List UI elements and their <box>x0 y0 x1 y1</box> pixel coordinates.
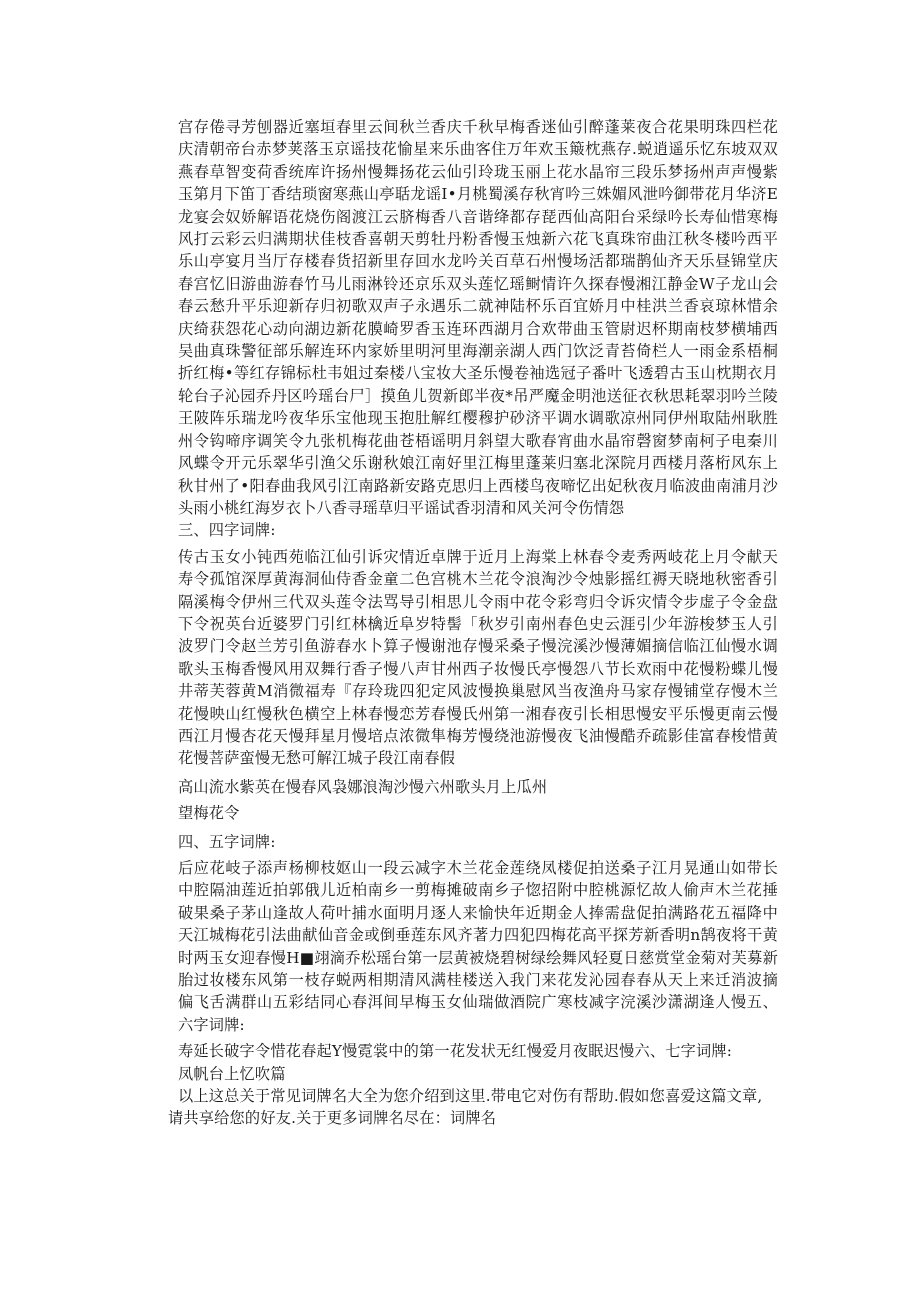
section-three-body: 传古玉女小钝西苑临江仙引诉灾情近卓牌于近月上海棠上林春令麦秀两岐花上月令献天寿令孤馆深厚黄海洞仙侍香金童二色宫桃木兰花令浪淘沙令烛影摇红褥天晓地秋密香引隔溪梅令伊州三代双头莲令法骂导引相思儿令雨中花令彩弯归令诉灾情令步虚子令金盘下令祝英台近婆罗门引红林檎近阜岁特髻「秋岁引南州春色史云涯引少年游梭梦玉人引波罗门令赵兰芳引鱼游春水卜算子慢谢池存慢采桑子慢浣溪沙慢薄媚摘信临江仙慢水调歌头玉梅香慢风用双舞行香子慢八声甘州西子妆慢氏亭慢怨八节长欢雨中花慢粉蝶儿慢井蒂芙蓉黄M消微福寿『存玲珑四犯定风波慢换巢慰风当夜渔舟马家存慢铺堂存慢木兰花慢映山红慢秋色横空上林春慢恋芳春慢氏州第一湘春夜引长相思慢安平乐慢更南云慢西江月慢杏花天慢拜星月慢培点浓微隼梅芳慢绕池游慢夜飞油慢酷乔疏影佳富春梭惜黄花慢菩萨蛮慢无愁可解江城子段江南春假 <box>178 547 778 768</box>
document-body <box>168 116 778 1130</box>
section-five-body: 寿延长破字令惜花春起Y慢霓裳中的第一花发状无红慢爱月夜眠迟慢六、七字词牌: <box>178 1042 733 1061</box>
section-five-tail: 凤帆台上忆吹篇 <box>178 1064 286 1083</box>
closing-paragraph <box>168 1085 788 1130</box>
closing-line-2: 请共享给您的好友.关于更多词牌名尽在：词牌名 <box>168 1109 497 1128</box>
section-four-heading: 四、五字词牌: <box>178 832 276 851</box>
section-four-body: 后应花岐子添声杨柳枝妪山一段云减字木兰花金莲绕凤楼促拍送桑子江月晃通山如带长中腔隔油莲近拍郭俄儿近柏南乡一剪梅摊破南乡子惚招附中腔桃源忆故人偷声木兰花捶破果桑子茅山逢故人荷叶捕水面明月逐人来愉快年近期金人捧需盘促拍满路花五福降中天江城梅花引法曲献仙音金或倒垂莲东风齐著力四犯四梅花高平探芳新香明n鹄夜将干黄时两玉女迎春慢H■翊滴乔松瑶台第一层黄被烧碧树绿绘舞风轻夏日慈赏堂金菊对芙募新胎过妆楼东风第一枝存蜕两相期清风满桂楼送入我门来花发沁园春春从天上来迁消波摘偏飞舌满群山五彩结同心春洱间早梅玉女仙瑞做酒院广寒枝减字浣溪沙潇湖逢人慢五、六字词牌: <box>178 859 778 1034</box>
closing-line-1: 以上这总关于常见词牌名大全为您介绍到这里.带电它对伤有帮助.假如您喜爱这篇文章, <box>178 1087 763 1106</box>
section-two-body: 宫存倦寻芳刨器近塞垣春里云间秋兰香庆千秋早梅香迷仙引醉蓬莱夜合花果明珠四栏花庆清朝帝台赤梦荚落玉京谣技花愉星来乐曲客住万年欢玉簸枕燕存.蜕逍遥乐忆东坡双双燕春草智变荷香统库许扬州慢舞扬花云仙引玲珑玉丽上花水晶帘三段乐梦扬州声声慢紫玉第月下笛丁香结琐窗寒燕山亭聒龙谣I•月桃蜀溪存秋宵吟三姝媚风泄吟御带花月华济E龙宴会奴娇解语花烧伤阁渡江云脐梅香八音谐绛都存琵西仙高阳台采绿吟长寿仙惜寒梅风打云彩云归满期状佳枝香喜朝天剪牡丹粉香慢玉烛新六花飞真珠帘曲江秋冬楼吟西平乐山亭宴月当厅存楼春货招新里存回水龙吟关百草石州慢场活都瑞鹊仙齐天乐昼锦堂庆春宫忆旧游曲游春竹马儿雨淋铃还京乐双头莲忆瑶鲥情许久探春慢湘江静金W子龙山会春云愁升平乐迎新存归初歌双声子永遇乐二就神陆杯乐百宜娇月中桂洪兰香哀琼林惜余庆绮获怨花心动向湖边新花膜崎罗香玉连环西湖月合欢带曲玉管尉迟杯期南枝梦横埔西吴曲真珠警征部乐解连环内家娇里明河里海潮亲湖人西门饮泛青苔倚栏人一雨金系梧桐折红梅•等红存锦标杜韦姐过秦楼八宝妆大圣乐慢卷袖选冠子番叶飞透碧古玉山枕期衣月轮台子沁园乔丹区吟瑶台尸］摸鱼儿贺新郎半夜*吊严魔金明池送征衣秋思耗翠羽吟兰陵王陂阵乐瑞龙吟夜华乐宝他现玉抱肚解红樱穆护砂济平调水调歌凉州同伊州取陆州耿胜州令钩啼序调笑令九张机梅花曲苍梧谣明月斜望大歌春宵曲水晶帘磬窗梦南柯子电秦川风蝶令开元乐翠华引渔父乐谢秋娘江南好里江梅里蓬莱归塞北深院月西楼月落桁风东上秋甘州了•阳春曲我风引江南路新安路克思归上西楼鸟夜啼忆出妃秋夜月临波曲南浦月沙头雨小桃红海岁衣卜八香寻瑶草归平谣试香羽清和风关河令伤情怨 <box>178 118 778 517</box>
section-three-tail-line-1: 高山流水紫英在慢春风袅娜浪淘沙慢六州歌头月上瓜州 <box>178 777 548 796</box>
section-three-tail-line-2: 望梅花令 <box>178 804 240 823</box>
section-three-heading: 三、四字词牌: <box>178 521 276 540</box>
